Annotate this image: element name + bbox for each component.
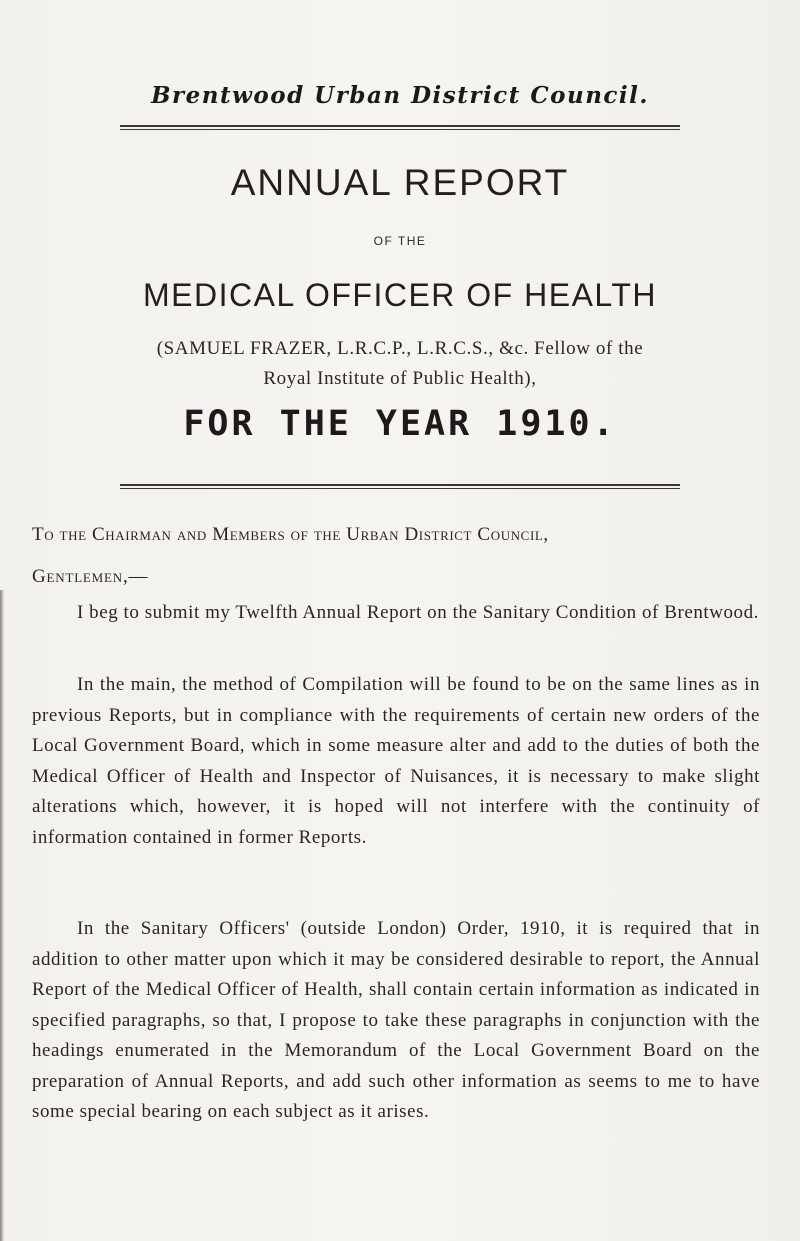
title-connector: OF THE [373, 234, 427, 248]
page-edge-shadow [0, 590, 4, 1241]
top-rule-thin [120, 129, 680, 130]
report-year: FOR THE YEAR 1910. [183, 404, 617, 444]
bottom-rule [120, 484, 680, 486]
report-subtitle: MEDICAL OFFICER OF HEALTH [143, 277, 657, 313]
paragraph-1: I beg to submit my Twelfth Annual Report on the Sanitary Condition of Brentwood. [77, 602, 759, 623]
top-rule [120, 125, 680, 127]
paragraph-2: In the main, the method of Compilation will be found to be on the same lines as in previous Reports, but in compliance with the requirements of certain new orders of the Local Government Board, which in some measure alter and add to the duties of both the Medical Officer of Health and Inspector of Nuisances, it is necessary to make slight alterations which, however, it is hoped will not interfere with the continuity of information contained in former Reports. [32, 674, 760, 848]
report-title: ANNUAL REPORT [230, 162, 570, 203]
letter-salutation: To the Chairman and Members of the Urban District Council, [32, 524, 549, 545]
paragraph-3: In the Sanitary Officers' (outside London) Order, 1910, it is required that in addition to other matter upon which it may be considered desirable to report, the Annual Report of the Medical Officer of Health, shall contain certain information as indicated in specified paragraphs, so that, I propose to take these paragraphs in conjunction with the headings enumerated in the Memorandum of the Local Government Board on the preparation of Annual Reports, and add such other information as seems to me to have some special bearing on each subject as it arises. [32, 918, 760, 1122]
letter-greeting: Gentlemen,— [32, 566, 149, 587]
bottom-rule-thin [120, 488, 680, 489]
council-heading: Brentwood Urban District Council. [151, 82, 649, 109]
author-credentials: (SAMUEL FRAZER, L.R.C.P., L.R.C.S., &c. Fellow of the Royal Institute of Public Health), [156, 338, 644, 389]
